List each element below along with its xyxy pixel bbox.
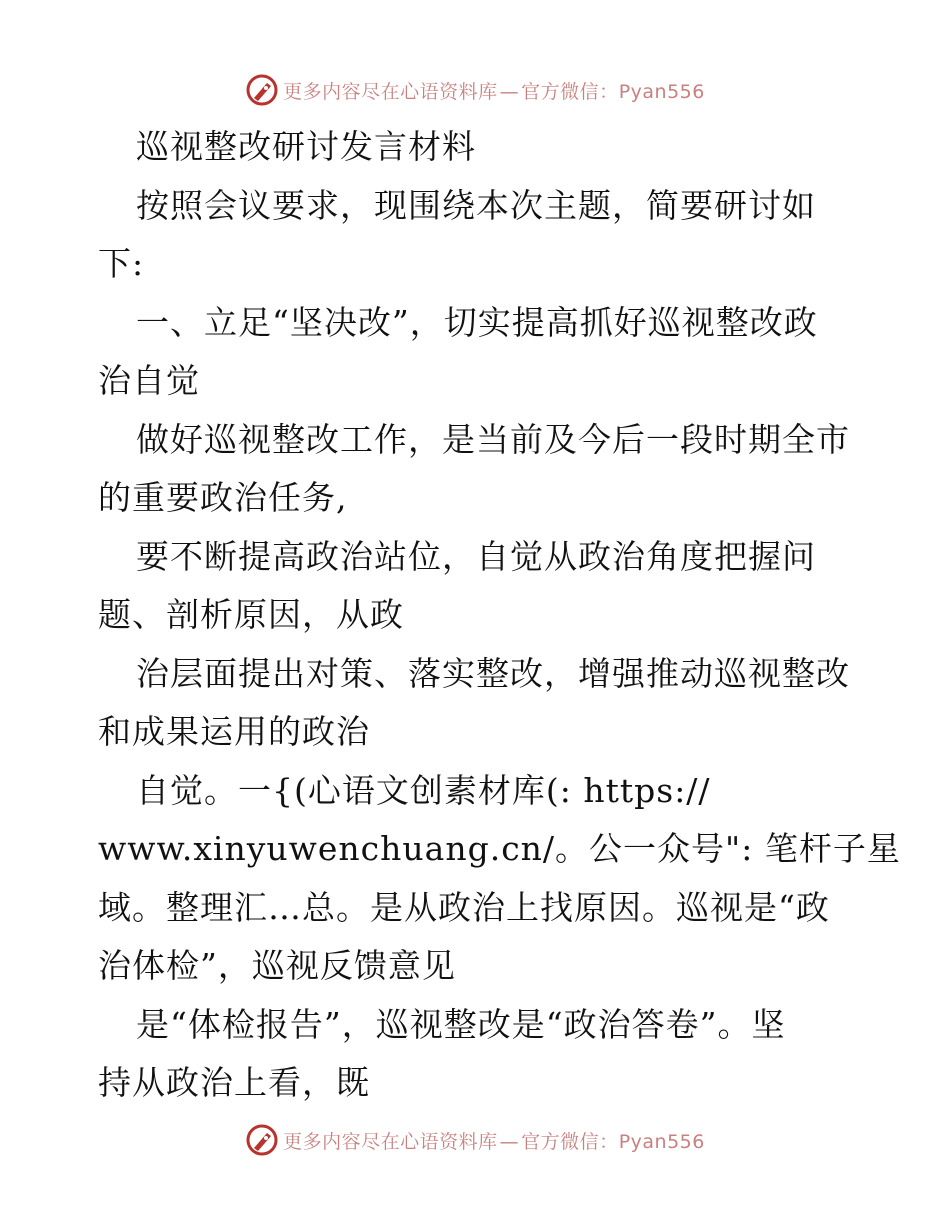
document-body (98, 118, 901, 1113)
text-line: 治层面提出对策、落实整改，增强推动巡视整改 (136, 653, 850, 693)
banner-text (283, 77, 705, 104)
footer-banner (0, 1120, 950, 1160)
banner-wechat-id: Pyan556 (618, 1130, 705, 1153)
banner-label: 官方微信： (521, 1130, 619, 1153)
text-line: www.xinyuwenchuang.cn/。公一众号": 笔杆子星 (98, 829, 901, 868)
pen-logo-icon (245, 1123, 279, 1157)
banner-prefix: 更多内容尽在心语资料库 (283, 80, 498, 103)
text-line: 的重要政治任务, (98, 478, 348, 517)
text-line: 治体检”，巡视反馈意见 (98, 946, 456, 985)
text-line: 一、立足“坚决改”，切实提高抓好巡视整改政 (136, 302, 818, 342)
header-banner (0, 70, 950, 110)
text-line: 和成果运用的政治 (98, 712, 370, 751)
text-line: 按照会议要求，现围绕本次主题，简要研讨如 (136, 185, 816, 225)
text-line: 是“体检报告”，巡视整改是“政治答卷”。坚 (136, 1004, 786, 1044)
text-line: 巡视整改研讨发言材料 (136, 127, 476, 166)
text-line: 自觉。一{(心语文创素材库(: https:// (136, 770, 711, 810)
pen-logo-icon (245, 73, 279, 107)
text-line: 治自觉 (98, 361, 200, 400)
banner-prefix: 更多内容尽在心语资料库 (283, 1130, 498, 1153)
text-line: 域。整理汇…总。是从政治上找原因。巡视是“政 (98, 887, 830, 927)
text-line: 持从政治上看，既 (98, 1063, 370, 1102)
text-line: 做好巡视整改工作，是当前及今后一段时期全市 (136, 419, 850, 459)
banner-dash: — (499, 80, 520, 103)
banner-label: 官方微信： (521, 80, 619, 103)
text-line: 要不断提高政治站位，自觉从政治角度把握问 (136, 536, 816, 576)
banner-wechat-id: Pyan556 (618, 80, 705, 103)
text-line: 下: (98, 244, 145, 283)
banner-dash: — (499, 1130, 520, 1153)
text-line: 题、剖析原因，从政 (98, 595, 404, 634)
banner-text (283, 1127, 705, 1154)
